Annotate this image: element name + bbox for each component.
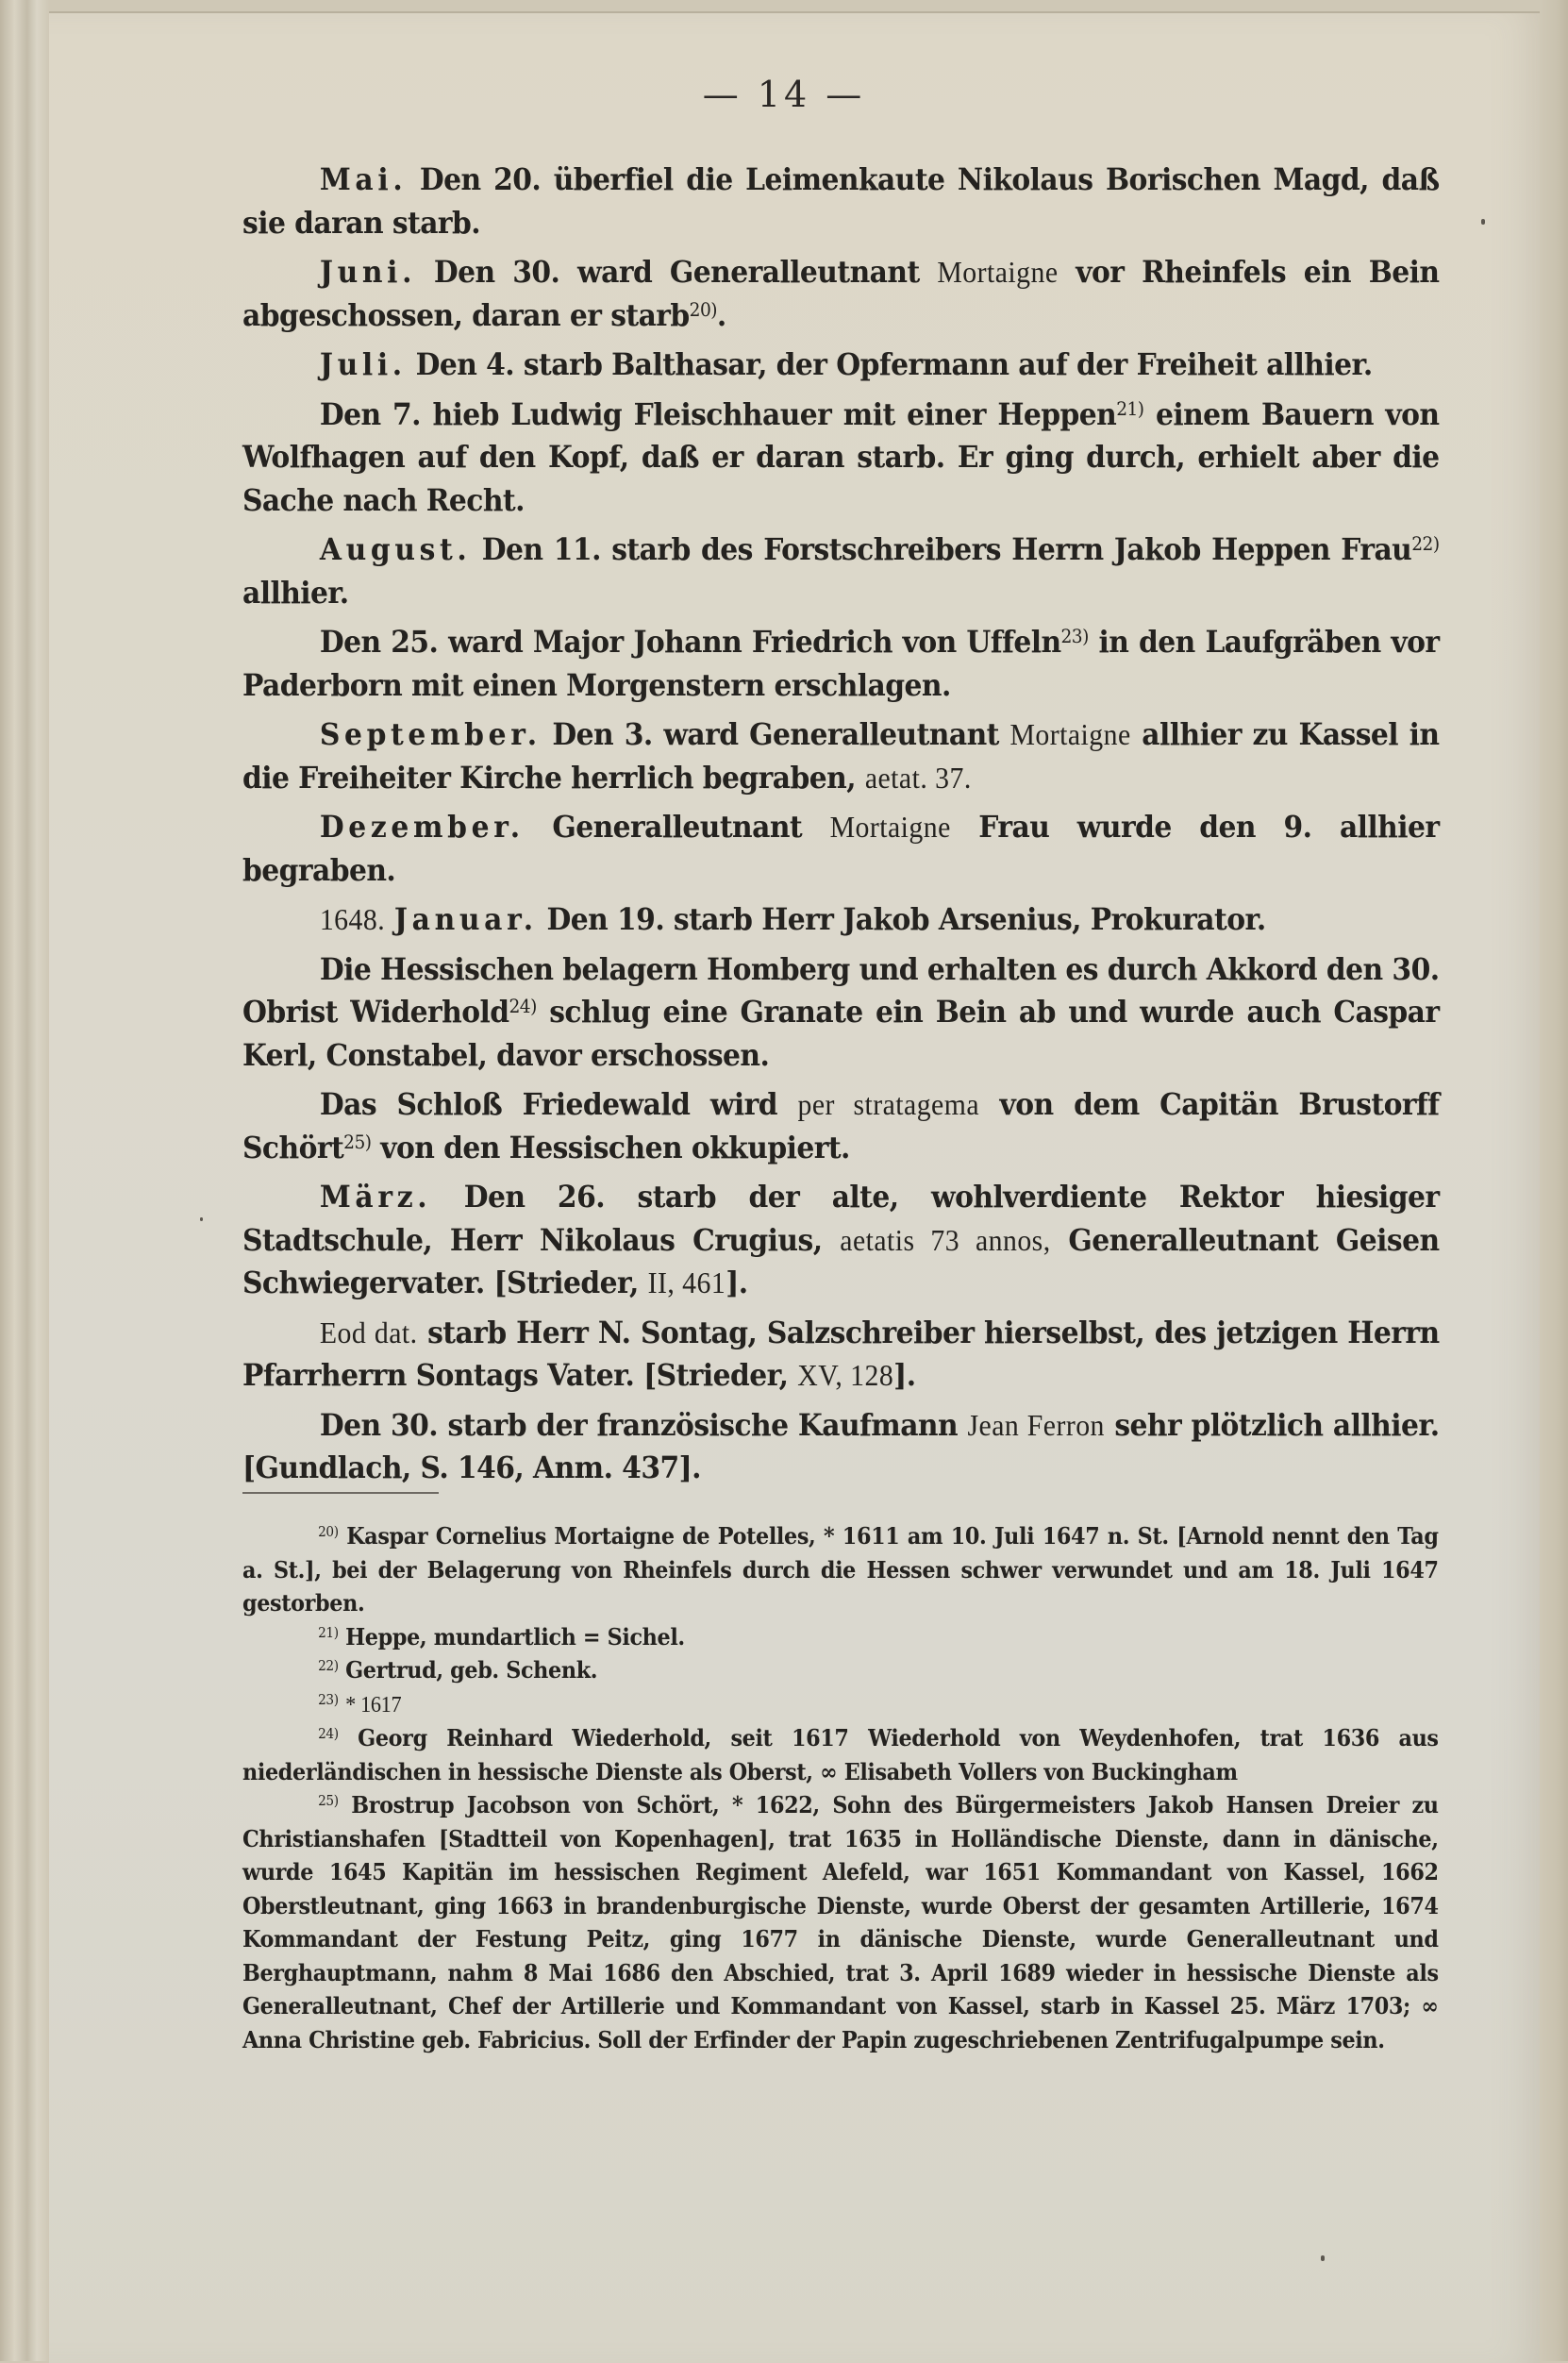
month-label: Mai. [319, 161, 408, 197]
paragraph-maerz-30: Den 30. starb der französische Kaufmann Jean Ferron sehr plötzlich allhier. [Gundlach, S. 146, Anm. 437]. [242, 1406, 1440, 1485]
footnotes [242, 1519, 1439, 2056]
footnote-ref-22[interactable]: 22) [1411, 532, 1440, 555]
footnote-24: $^{24)}$ Georg Reinhard Wiederhold, seit 1617 Wiederhold von Weydenhofen, trat 1636 aus niederländischen in hessische Dienste als Oberst, ∞ Elisabeth Vollers von Buckingham [242, 1724, 1439, 1785]
footnote-number: 22) [318, 1657, 339, 1674]
paper-speck [1481, 219, 1485, 225]
paragraph-friedewald: Das Schloß Friedewald wird per stratagema von dem Capitän Brustorff Schört$^{25)}$ von den Hessischen okkupiert. [242, 1086, 1440, 1165]
paragraph-dezember: Dezember. Generalleutnant Mortaigne Frau wurde den 9. allhier begraben. [242, 809, 1440, 888]
footnote-number: 21) [318, 1623, 339, 1641]
paragraph-august-25: Den 25. ward Major Johann Friedrich von Uffeln$^{23)}$ in den Laufgräben vor Paderborn mit einen Morgenstern erschlagen. [242, 624, 1440, 703]
footnote-23: $^{23)}$ * 1617 [318, 1690, 402, 1718]
month-label: Dezember. [319, 809, 525, 845]
paragraph-august: August. Den 11. starb des Forstschreibers Herrn Jakob Heppen Frau$^{22)}$ allhier. [242, 531, 1440, 611]
book-binding-edge [0, 0, 49, 2361]
paper-speck [1321, 2255, 1325, 2261]
main-text [242, 159, 1439, 1497]
paragraph-eod-dat: Eod dat. starb Herr N. Sontag, Salzschreiber hierselbst, des jetzigen Herrn Pfarrherrn Sontags Vater. [Strieder, XV, 128]. [242, 1314, 1440, 1393]
footnote-22: $^{22)}$ Gertrud, geb. Schenk. [318, 1656, 598, 1684]
footnote-divider [242, 1492, 439, 1494]
footnote-ref-23[interactable]: 23) [1060, 625, 1089, 647]
paragraph-juni: Juni. Den 30. ward Generalleutnant Mortaigne vor Rheinfels ein Bein abgeschossen, daran er starb$^{20)}$. [242, 254, 1440, 333]
year-label: 1648. [319, 902, 386, 936]
month-label: September. [319, 716, 542, 752]
footnote-ref-21[interactable]: 21) [1116, 396, 1144, 420]
footnote-21: $^{21)}$ Heppe, mundartlich = Sichel. [318, 1622, 685, 1651]
month-label: August. [319, 531, 472, 567]
footnote-number: 20) [318, 1523, 339, 1540]
footnote-number: 25) [318, 1792, 339, 1809]
footnote-number: 24) [318, 1725, 339, 1742]
month-label: Januar. [393, 901, 538, 937]
paragraph-maerz: März. Den 26. starb der alte, wohlverdiente Rektor hiesiger Stadtschule, Herr Nikolaus Crugius, aetatis 73 annos, Generalleutnant Geisen Schwiegervater. [Strieder, II, 461]. [242, 1179, 1440, 1300]
footnote-ref-25[interactable]: 25) [343, 1130, 372, 1153]
page-right-edge [1540, 0, 1568, 2361]
footnote-ref-24[interactable]: 24) [509, 995, 537, 1017]
footnote-20: $^{20)}$ Kaspar Cornelius Mortaigne de Potelles, * 1611 am 10. Juli 1647 n. St. [Arnold nennt den Tag a. St.], bei der Belagerung von Rheinfels durch die Hessen schwer verwundet und am 18. Juli 1647 gestorben. [242, 1522, 1439, 1617]
footnote-number: 23) [318, 1690, 339, 1708]
month-label: Juli. [319, 346, 407, 382]
paragraph-homberg: Die Hessischen belagern Homberg und erhalten es durch Akkord den 30. Obrist Widerhold$^{24)}$ schlug eine Granate ein Bein ab und wurde auch Caspar Kerl, Constabel, davor erschossen. [242, 950, 1440, 1073]
footnote-25: $^{25)}$ Brostrup Jacobson von Schört, * 1622, Sohn des Bürgermeisters Jakob Hansen Dreier zu Christianshafen [Stadtteil von Kopenhagen], trat 1635 in Holländische Dienste, dann in dänische, wurde 1645 Kapitän im hessischen Regiment Alefeld, war 1651 Kommandant von Kassel, 1662 Oberstleutnant, ging 1663 in brandenburgische Dienste, wurde Oberst der gesamten Artillerie, 1674 Kommandant der Festung Peitz, ging 1677 in dänische Dienste, wurde Generalleutnant und Berghauptmann, nahm 8 Mai 1686 den Abschied, trat 3. April 1689 wieder in hessische Dienste als Generalleutnant, Chef der Artillerie und Kommandant von Kassel, starb in Kassel 25. März 1703; ∞ Anna Christine geb. Fabricius. Soll der Erfinder der Papin zugeschriebenen Zentrifugalpumpe sein. [242, 1791, 1439, 2053]
paragraph-juli: Juli. Den 4. starb Balthasar, der Opfermann auf der Freiheit allhier. [319, 346, 1373, 382]
paragraph-1648-januar: 1648. Januar. Den 19. starb Herr Jakob Arsenius, Prokurator. [319, 901, 1266, 937]
paragraph-september: September. Den 3. ward Generalleutnant Mortaigne allhier zu Kassel in die Freiheiter Kirche herrlich begraben, aetat. 37. [242, 716, 1440, 796]
month-label: Juni. [319, 254, 417, 290]
paragraph-mai: Mai. Den 20. überfiel die Leimenkaute Nikolaus Borischen Magd, daß sie daran starb. [242, 161, 1440, 241]
page-number: — 14 — [702, 74, 866, 115]
month-label: März. [319, 1179, 432, 1215]
paragraph-juli-7: Den 7. hieb Ludwig Fleischhauer mit einer Heppen$^{21)}$ einem Bauern von Wolfhagen auf den Kopf, daß er daran starb. Er ging durch, erhielt aber die Sache nach Recht. [242, 395, 1440, 518]
paper-speck [200, 1217, 203, 1221]
footnote-ref-20[interactable]: 20) [689, 297, 717, 321]
